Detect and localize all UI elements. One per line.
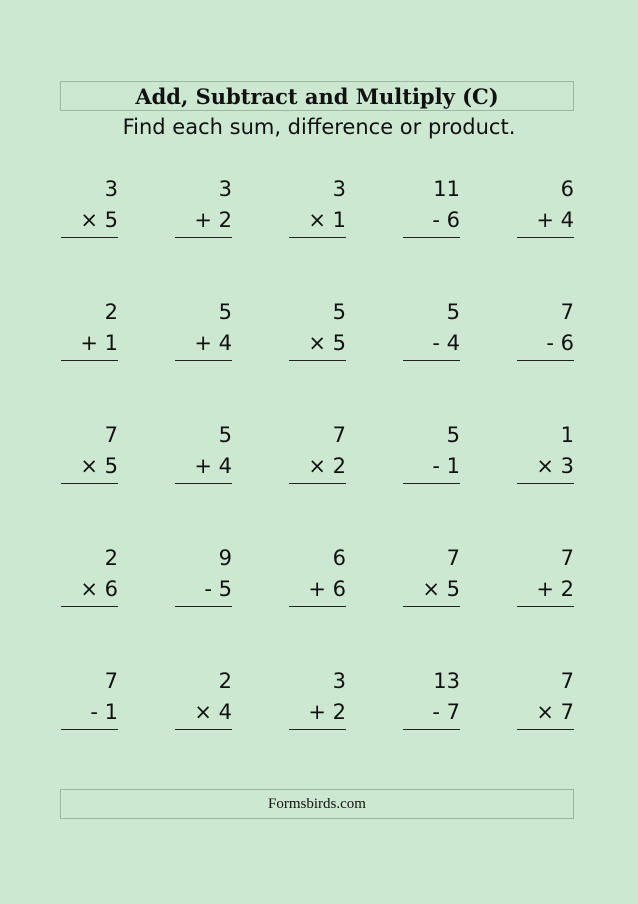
- problem-item: [61, 177, 118, 239]
- problem-operator: ×: [308, 331, 326, 355]
- problem-operator: ×: [422, 577, 440, 601]
- problem-item: [175, 546, 232, 608]
- answer-line: [517, 237, 574, 238]
- problem-top-number: 3: [104, 177, 118, 201]
- problem-top-number: 1: [560, 423, 574, 447]
- problem-bottom-row: [546, 331, 574, 355]
- problem-bottom-row: [536, 454, 574, 478]
- problem-item: [61, 300, 118, 362]
- problem-bottom-row: [194, 331, 232, 355]
- problem-item: [517, 177, 574, 239]
- worksheet-instructions: Find each sum, difference or product.: [122, 115, 516, 139]
- problem-item: [403, 546, 460, 608]
- answer-line: [289, 483, 346, 484]
- problem-bottom-number: 1: [104, 331, 118, 355]
- problem-bottom-number: 2: [218, 208, 232, 232]
- problem-bottom-row: [80, 454, 118, 478]
- problem-bottom-number: 5: [218, 577, 232, 601]
- problem-top-number: 13: [433, 669, 460, 693]
- problem-operator: ×: [536, 454, 554, 478]
- problem-bottom-number: 4: [560, 208, 574, 232]
- problem-item: [289, 546, 346, 608]
- problem-bottom-number: 6: [446, 208, 460, 232]
- problem-top-number: 7: [332, 423, 346, 447]
- problem-bottom-row: [308, 700, 346, 724]
- problem-item: [61, 546, 118, 608]
- problem-item: [517, 546, 574, 608]
- problem-operator: ×: [536, 700, 554, 724]
- problem-top-number: 2: [218, 669, 232, 693]
- problem-bottom-row: [80, 577, 118, 601]
- answer-line: [61, 729, 118, 730]
- answer-line: [175, 237, 232, 238]
- problem-top-number: 5: [446, 423, 460, 447]
- problem-bottom-row: [308, 454, 346, 478]
- answer-line: [403, 237, 460, 238]
- answer-line: [517, 606, 574, 607]
- answer-line: [289, 237, 346, 238]
- problem-operator: -: [432, 208, 440, 232]
- problem-item: [517, 300, 574, 362]
- problem-operator: ×: [194, 700, 212, 724]
- problem-top-number: 5: [218, 300, 232, 324]
- problem-operator: -: [432, 700, 440, 724]
- problem-top-number: 11: [433, 177, 460, 201]
- problem-bottom-row: [432, 208, 460, 232]
- problem-bottom-number: 1: [332, 208, 346, 232]
- problem-top-number: 7: [104, 423, 118, 447]
- problem-operator: +: [308, 700, 326, 724]
- problem-bottom-row: [194, 454, 232, 478]
- footer-source: Formsbirds.com: [268, 795, 366, 812]
- problem-bottom-row: [308, 331, 346, 355]
- problem-item: [289, 423, 346, 485]
- answer-line: [289, 360, 346, 361]
- problem-top-number: 5: [332, 300, 346, 324]
- problem-operator: ×: [80, 454, 98, 478]
- problem-bottom-row: [432, 454, 460, 478]
- problem-top-number: 3: [332, 669, 346, 693]
- answer-line: [517, 483, 574, 484]
- problem-top-number: 7: [446, 546, 460, 570]
- footer-box: [60, 789, 574, 819]
- problem-bottom-row: [432, 331, 460, 355]
- problem-bottom-row: [308, 577, 346, 601]
- problem-top-number: 7: [104, 669, 118, 693]
- answer-line: [175, 360, 232, 361]
- problem-item: [517, 423, 574, 485]
- answer-line: [403, 729, 460, 730]
- problem-bottom-number: 6: [560, 331, 574, 355]
- problem-bottom-row: [536, 577, 574, 601]
- problem-top-number: 7: [560, 546, 574, 570]
- problem-bottom-number: 4: [218, 454, 232, 478]
- problem-item: [403, 669, 460, 731]
- problem-top-number: 2: [104, 300, 118, 324]
- problem-operator: -: [90, 700, 98, 724]
- problem-operator: ×: [80, 577, 98, 601]
- problem-top-number: 9: [218, 546, 232, 570]
- answer-line: [175, 729, 232, 730]
- problem-bottom-row: [536, 700, 574, 724]
- problem-item: [175, 423, 232, 485]
- problem-bottom-number: 2: [332, 700, 346, 724]
- problem-bottom-number: 6: [332, 577, 346, 601]
- answer-line: [61, 237, 118, 238]
- problem-bottom-row: [90, 700, 118, 724]
- problem-bottom-number: 7: [446, 700, 460, 724]
- problem-bottom-number: 5: [332, 331, 346, 355]
- problem-item: [61, 423, 118, 485]
- answer-line: [175, 483, 232, 484]
- problem-top-number: 6: [560, 177, 574, 201]
- problem-bottom-row: [194, 208, 232, 232]
- problem-item: [403, 423, 460, 485]
- problem-top-number: 7: [560, 300, 574, 324]
- problem-bottom-number: 7: [560, 700, 574, 724]
- problem-bottom-row: [80, 331, 118, 355]
- answer-line: [289, 729, 346, 730]
- problem-bottom-number: 1: [104, 700, 118, 724]
- problem-item: [403, 177, 460, 239]
- problem-top-number: 7: [560, 669, 574, 693]
- problem-item: [289, 300, 346, 362]
- problem-bottom-number: 1: [446, 454, 460, 478]
- problem-operator: +: [536, 577, 554, 601]
- problem-item: [403, 300, 460, 362]
- answer-line: [61, 360, 118, 361]
- problem-top-number: 3: [218, 177, 232, 201]
- problem-operator: ×: [308, 454, 326, 478]
- problem-bottom-number: 6: [104, 577, 118, 601]
- problem-bottom-number: 5: [104, 454, 118, 478]
- worksheet-title: Add, Subtract and Multiply (C): [135, 83, 499, 109]
- answer-line: [61, 483, 118, 484]
- problem-item: [517, 669, 574, 731]
- answer-line: [175, 606, 232, 607]
- problem-bottom-number: 2: [332, 454, 346, 478]
- problem-operator: -: [204, 577, 212, 601]
- problem-bottom-row: [536, 208, 574, 232]
- problem-item: [289, 177, 346, 239]
- problem-bottom-row: [194, 700, 232, 724]
- problem-bottom-row: [432, 700, 460, 724]
- problem-top-number: 2: [104, 546, 118, 570]
- problem-item: [61, 669, 118, 731]
- problem-bottom-number: 5: [104, 208, 118, 232]
- answer-line: [61, 606, 118, 607]
- problem-top-number: 3: [332, 177, 346, 201]
- answer-line: [517, 729, 574, 730]
- answer-line: [517, 360, 574, 361]
- problem-bottom-row: [80, 208, 118, 232]
- problem-operator: -: [432, 331, 440, 355]
- problem-top-number: 5: [218, 423, 232, 447]
- answer-line: [403, 606, 460, 607]
- answer-line: [289, 606, 346, 607]
- problem-operator: +: [194, 454, 212, 478]
- problem-top-number: 6: [332, 546, 346, 570]
- problem-item: [289, 669, 346, 731]
- problem-bottom-row: [422, 577, 460, 601]
- problem-operator: ×: [308, 208, 326, 232]
- answer-line: [403, 483, 460, 484]
- problem-item: [175, 177, 232, 239]
- problem-top-number: 5: [446, 300, 460, 324]
- problem-operator: +: [194, 208, 212, 232]
- problem-operator: +: [80, 331, 98, 355]
- problem-operator: -: [432, 454, 440, 478]
- problem-operator: +: [194, 331, 212, 355]
- problem-operator: +: [308, 577, 326, 601]
- problem-bottom-number: 4: [446, 331, 460, 355]
- problem-bottom-number: 3: [560, 454, 574, 478]
- problem-bottom-number: 2: [560, 577, 574, 601]
- problem-item: [175, 300, 232, 362]
- answer-line: [403, 360, 460, 361]
- problem-bottom-number: 5: [446, 577, 460, 601]
- problem-bottom-number: 4: [218, 700, 232, 724]
- problem-bottom-row: [204, 577, 232, 601]
- problem-item: [175, 669, 232, 731]
- problem-operator: ×: [80, 208, 98, 232]
- problem-operator: +: [536, 208, 554, 232]
- problem-operator: -: [546, 331, 554, 355]
- problem-bottom-row: [308, 208, 346, 232]
- problem-bottom-number: 4: [218, 331, 232, 355]
